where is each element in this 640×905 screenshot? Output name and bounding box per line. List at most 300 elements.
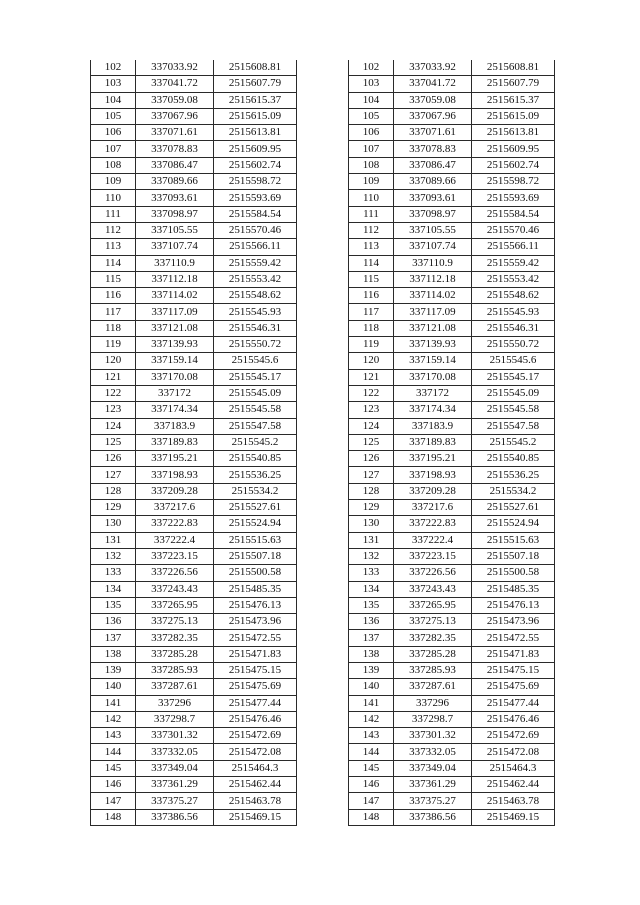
table-row [349,565,555,581]
y-coordinate-cell: 2515500.58 [214,565,297,581]
point-number-cell: 135 [91,597,136,613]
x-coordinate-cell: 337282.35 [394,630,472,646]
x-coordinate-cell: 337285.28 [394,646,472,662]
table-row [91,402,297,418]
table-row [349,646,555,662]
y-coordinate-cell: 2515613.81 [214,125,297,141]
y-coordinate-cell: 2515607.79 [214,76,297,92]
point-number-cell: 122 [91,385,136,401]
table-row [91,483,297,499]
table-row [349,92,555,108]
table-row [91,679,297,695]
point-number-cell: 103 [91,76,136,92]
x-coordinate-cell: 337033.92 [394,60,472,76]
y-coordinate-cell: 2515593.69 [214,190,297,206]
point-number-cell: 140 [349,679,394,695]
point-number-cell: 107 [91,141,136,157]
point-number-cell: 125 [349,434,394,450]
x-coordinate-cell: 337059.08 [394,92,472,108]
y-coordinate-cell: 2515472.55 [472,630,555,646]
point-number-cell: 107 [349,141,394,157]
point-number-cell: 114 [91,255,136,271]
y-coordinate-cell: 2515540.85 [214,451,297,467]
y-coordinate-cell: 2515602.74 [214,157,297,173]
x-coordinate-cell: 337301.32 [394,728,472,744]
x-coordinate-cell: 337375.27 [136,793,214,809]
table-row [349,777,555,793]
x-coordinate-cell: 337105.55 [136,222,214,238]
point-number-cell: 137 [91,630,136,646]
y-coordinate-cell: 2515464.3 [472,760,555,776]
y-coordinate-cell: 2515536.25 [214,467,297,483]
y-coordinate-cell: 2515469.15 [214,809,297,825]
x-coordinate-cell: 337159.14 [136,353,214,369]
x-coordinate-cell: 337282.35 [136,630,214,646]
point-number-cell: 136 [91,614,136,630]
table-row [349,597,555,613]
point-number-cell: 133 [91,565,136,581]
point-number-cell: 140 [91,679,136,695]
y-coordinate-cell: 2515553.42 [214,271,297,287]
x-coordinate-cell: 337265.95 [136,597,214,613]
x-coordinate-cell: 337174.34 [136,402,214,418]
table-row [91,174,297,190]
table-row [349,744,555,760]
y-coordinate-cell: 2515524.94 [472,516,555,532]
table-row [91,157,297,173]
y-coordinate-cell: 2515545.93 [472,304,555,320]
table-row [91,581,297,597]
x-coordinate-cell: 337222.4 [136,532,214,548]
y-coordinate-cell: 2515464.3 [214,760,297,776]
x-coordinate-cell: 337098.97 [136,206,214,222]
y-coordinate-cell: 2515471.83 [214,646,297,662]
x-coordinate-cell: 337117.09 [136,304,214,320]
point-number-cell: 138 [91,646,136,662]
point-number-cell: 124 [349,418,394,434]
y-coordinate-cell: 2515559.42 [472,255,555,271]
y-coordinate-cell: 2515545.2 [472,434,555,450]
point-number-cell: 120 [349,353,394,369]
y-coordinate-cell: 2515540.85 [472,451,555,467]
y-coordinate-cell: 2515515.63 [472,532,555,548]
point-number-cell: 106 [349,125,394,141]
y-coordinate-cell: 2515548.62 [214,288,297,304]
y-coordinate-cell: 2515463.78 [214,793,297,809]
y-coordinate-cell: 2515547.58 [472,418,555,434]
table-row [349,76,555,92]
table-row [349,157,555,173]
x-coordinate-cell: 337375.27 [394,793,472,809]
y-coordinate-cell: 2515545.58 [214,402,297,418]
y-coordinate-cell: 2515472.55 [214,630,297,646]
y-coordinate-cell: 2515473.96 [214,614,297,630]
table-row [349,141,555,157]
table-row [91,92,297,108]
x-coordinate-cell: 337265.95 [394,597,472,613]
y-coordinate-cell: 2515547.58 [214,418,297,434]
y-coordinate-cell: 2515545.2 [214,434,297,450]
point-number-cell: 139 [349,662,394,678]
table-row [91,141,297,157]
y-coordinate-cell: 2515524.94 [214,516,297,532]
point-number-cell: 113 [91,239,136,255]
x-coordinate-cell: 337287.61 [136,679,214,695]
point-number-cell: 106 [91,125,136,141]
x-coordinate-cell: 337107.74 [136,239,214,255]
table-body-left [91,60,297,825]
x-coordinate-cell: 337112.18 [394,271,472,287]
table-row [349,451,555,467]
y-coordinate-cell: 2515477.44 [214,695,297,711]
table-row [91,728,297,744]
y-coordinate-cell: 2515566.11 [214,239,297,255]
y-coordinate-cell: 2515553.42 [472,271,555,287]
x-coordinate-cell: 337093.61 [394,190,472,206]
y-coordinate-cell: 2515527.61 [214,500,297,516]
point-number-cell: 117 [91,304,136,320]
point-number-cell: 125 [91,434,136,450]
x-coordinate-cell: 337107.74 [394,239,472,255]
table-row [349,434,555,450]
table-row [91,744,297,760]
x-coordinate-cell: 337287.61 [394,679,472,695]
table-row [349,369,555,385]
point-number-cell: 105 [349,108,394,124]
y-coordinate-cell: 2515485.35 [472,581,555,597]
y-coordinate-cell: 2515550.72 [214,337,297,353]
y-coordinate-cell: 2515607.79 [472,76,555,92]
y-coordinate-cell: 2515507.18 [472,548,555,564]
x-coordinate-cell: 337078.83 [136,141,214,157]
x-coordinate-cell: 337067.96 [136,108,214,124]
y-coordinate-cell: 2515546.31 [472,320,555,336]
point-number-cell: 143 [349,728,394,744]
table-row [349,809,555,825]
point-number-cell: 122 [349,385,394,401]
table-row [349,418,555,434]
table-row [349,320,555,336]
y-coordinate-cell: 2515609.95 [214,141,297,157]
point-number-cell: 121 [91,369,136,385]
point-number-cell: 114 [349,255,394,271]
y-coordinate-cell: 2515472.08 [214,744,297,760]
y-coordinate-cell: 2515546.31 [214,320,297,336]
x-coordinate-cell: 337209.28 [136,483,214,499]
x-coordinate-cell: 337217.6 [394,500,472,516]
table-row [91,385,297,401]
y-coordinate-cell: 2515609.95 [472,141,555,157]
x-coordinate-cell: 337086.47 [394,157,472,173]
point-number-cell: 110 [91,190,136,206]
table-row [91,695,297,711]
x-coordinate-cell: 337223.15 [136,548,214,564]
x-coordinate-cell: 337105.55 [394,222,472,238]
point-number-cell: 131 [91,532,136,548]
y-coordinate-cell: 2515545.6 [214,353,297,369]
coordinate-table-left [90,60,297,826]
y-coordinate-cell: 2515559.42 [214,255,297,271]
x-coordinate-cell: 337361.29 [394,777,472,793]
x-coordinate-cell: 337170.08 [136,369,214,385]
x-coordinate-cell: 337298.7 [136,711,214,727]
x-coordinate-cell: 337033.92 [136,60,214,76]
y-coordinate-cell: 2515476.13 [214,597,297,613]
x-coordinate-cell: 337298.7 [394,711,472,727]
y-coordinate-cell: 2515472.69 [472,728,555,744]
point-number-cell: 146 [349,777,394,793]
x-coordinate-cell: 337114.02 [136,288,214,304]
x-coordinate-cell: 337332.05 [394,744,472,760]
point-number-cell: 120 [91,353,136,369]
point-number-cell: 103 [349,76,394,92]
x-coordinate-cell: 337243.43 [136,581,214,597]
table-row [91,548,297,564]
point-number-cell: 102 [91,60,136,76]
x-coordinate-cell: 337172 [394,385,472,401]
y-coordinate-cell: 2515545.17 [472,369,555,385]
x-coordinate-cell: 337089.66 [136,174,214,190]
table-row [91,630,297,646]
x-coordinate-cell: 337112.18 [136,271,214,287]
point-number-cell: 134 [349,581,394,597]
x-coordinate-cell: 337222.83 [394,516,472,532]
point-number-cell: 131 [349,532,394,548]
table-row [349,239,555,255]
table-body-right [349,60,555,825]
point-number-cell: 148 [91,809,136,825]
x-coordinate-cell: 337183.9 [394,418,472,434]
point-number-cell: 126 [349,451,394,467]
point-number-cell: 111 [91,206,136,222]
y-coordinate-cell: 2515570.46 [472,222,555,238]
table-row [349,385,555,401]
table-row [91,532,297,548]
y-coordinate-cell: 2515598.72 [214,174,297,190]
x-coordinate-cell: 337285.28 [136,646,214,662]
y-coordinate-cell: 2515472.69 [214,728,297,744]
point-number-cell: 148 [349,809,394,825]
y-coordinate-cell: 2515476.46 [214,711,297,727]
table-row [349,614,555,630]
table-row [349,695,555,711]
y-coordinate-cell: 2515507.18 [214,548,297,564]
table-row [91,662,297,678]
table-row [349,711,555,727]
table-row [349,483,555,499]
table-row [91,418,297,434]
x-coordinate-cell: 337093.61 [136,190,214,206]
point-number-cell: 141 [91,695,136,711]
point-number-cell: 108 [349,157,394,173]
table-row [349,630,555,646]
table-row [349,500,555,516]
table-row [349,548,555,564]
table-row [91,320,297,336]
point-number-cell: 109 [349,174,394,190]
table-row [349,288,555,304]
table-row [91,255,297,271]
coordinate-table-right [348,60,555,826]
point-number-cell: 121 [349,369,394,385]
point-number-cell: 104 [91,92,136,108]
table-row [91,451,297,467]
x-coordinate-cell: 337071.61 [394,125,472,141]
point-number-cell: 145 [349,760,394,776]
y-coordinate-cell: 2515536.25 [472,467,555,483]
y-coordinate-cell: 2515515.63 [214,532,297,548]
point-number-cell: 108 [91,157,136,173]
table-row [349,581,555,597]
x-coordinate-cell: 337174.34 [394,402,472,418]
y-coordinate-cell: 2515476.46 [472,711,555,727]
x-coordinate-cell: 337195.21 [394,451,472,467]
y-coordinate-cell: 2515534.2 [472,483,555,499]
x-coordinate-cell: 337139.93 [394,337,472,353]
x-coordinate-cell: 337349.04 [136,760,214,776]
x-coordinate-cell: 337117.09 [394,304,472,320]
point-number-cell: 136 [349,614,394,630]
x-coordinate-cell: 337386.56 [136,809,214,825]
y-coordinate-cell: 2515608.81 [472,60,555,76]
x-coordinate-cell: 337223.15 [394,548,472,564]
table-row [349,760,555,776]
y-coordinate-cell: 2515570.46 [214,222,297,238]
table-row [91,500,297,516]
point-number-cell: 116 [91,288,136,304]
table-row [349,206,555,222]
x-coordinate-cell: 337301.32 [136,728,214,744]
point-number-cell: 118 [349,320,394,336]
y-coordinate-cell: 2515545.93 [214,304,297,320]
y-coordinate-cell: 2515615.37 [214,92,297,108]
point-number-cell: 146 [91,777,136,793]
x-coordinate-cell: 337209.28 [394,483,472,499]
x-coordinate-cell: 337386.56 [394,809,472,825]
y-coordinate-cell: 2515475.69 [472,679,555,695]
y-coordinate-cell: 2515598.72 [472,174,555,190]
y-coordinate-cell: 2515615.09 [472,108,555,124]
y-coordinate-cell: 2515476.13 [472,597,555,613]
table-row [349,60,555,76]
table-row [349,728,555,744]
point-number-cell: 147 [91,793,136,809]
point-number-cell: 145 [91,760,136,776]
x-coordinate-cell: 337159.14 [394,353,472,369]
table-row [91,809,297,825]
x-coordinate-cell: 337041.72 [394,76,472,92]
point-number-cell: 130 [91,516,136,532]
point-number-cell: 112 [349,222,394,238]
table-row [349,662,555,678]
y-coordinate-cell: 2515485.35 [214,581,297,597]
x-coordinate-cell: 337285.93 [394,662,472,678]
x-coordinate-cell: 337189.83 [394,434,472,450]
table-row [349,467,555,483]
point-number-cell: 129 [349,500,394,516]
x-coordinate-cell: 337195.21 [136,451,214,467]
point-number-cell: 110 [349,190,394,206]
point-number-cell: 144 [349,744,394,760]
point-number-cell: 115 [349,271,394,287]
point-number-cell: 111 [349,206,394,222]
x-coordinate-cell: 337121.08 [394,320,472,336]
x-coordinate-cell: 337198.93 [136,467,214,483]
y-coordinate-cell: 2515462.44 [214,777,297,793]
point-number-cell: 115 [91,271,136,287]
x-coordinate-cell: 337139.93 [136,337,214,353]
y-coordinate-cell: 2515473.96 [472,614,555,630]
point-number-cell: 123 [91,402,136,418]
table-row [91,60,297,76]
point-number-cell: 104 [349,92,394,108]
table-row [349,353,555,369]
table-row [91,711,297,727]
table-row [349,532,555,548]
y-coordinate-cell: 2515615.09 [214,108,297,124]
point-number-cell: 128 [349,483,394,499]
table-row [91,271,297,287]
point-number-cell: 126 [91,451,136,467]
point-number-cell: 112 [91,222,136,238]
x-coordinate-cell: 337222.4 [394,532,472,548]
x-coordinate-cell: 337222.83 [136,516,214,532]
point-number-cell: 124 [91,418,136,434]
point-number-cell: 105 [91,108,136,124]
point-number-cell: 132 [349,548,394,564]
y-coordinate-cell: 2515475.69 [214,679,297,695]
x-coordinate-cell: 337332.05 [136,744,214,760]
table-row [349,174,555,190]
y-coordinate-cell: 2515613.81 [472,125,555,141]
table-row [349,337,555,353]
table-row [91,793,297,809]
point-number-cell: 144 [91,744,136,760]
table-row [349,271,555,287]
y-coordinate-cell: 2515475.15 [214,662,297,678]
table-row [91,337,297,353]
y-coordinate-cell: 2515527.61 [472,500,555,516]
y-coordinate-cell: 2515550.72 [472,337,555,353]
y-coordinate-cell: 2515545.17 [214,369,297,385]
x-coordinate-cell: 337349.04 [394,760,472,776]
x-coordinate-cell: 337098.97 [394,206,472,222]
y-coordinate-cell: 2515566.11 [472,239,555,255]
y-coordinate-cell: 2515584.54 [472,206,555,222]
table-row [91,353,297,369]
table-row [91,369,297,385]
x-coordinate-cell: 337086.47 [136,157,214,173]
table-row [91,467,297,483]
y-coordinate-cell: 2515545.58 [472,402,555,418]
y-coordinate-cell: 2515472.08 [472,744,555,760]
y-coordinate-cell: 2515469.15 [472,809,555,825]
point-number-cell: 139 [91,662,136,678]
point-number-cell: 143 [91,728,136,744]
point-number-cell: 134 [91,581,136,597]
point-number-cell: 142 [91,711,136,727]
point-number-cell: 128 [91,483,136,499]
table-row [91,516,297,532]
point-number-cell: 119 [349,337,394,353]
table-row [349,516,555,532]
point-number-cell: 137 [349,630,394,646]
x-coordinate-cell: 337121.08 [136,320,214,336]
point-number-cell: 117 [349,304,394,320]
y-coordinate-cell: 2515545.09 [214,385,297,401]
x-coordinate-cell: 337114.02 [394,288,472,304]
table-row [349,679,555,695]
